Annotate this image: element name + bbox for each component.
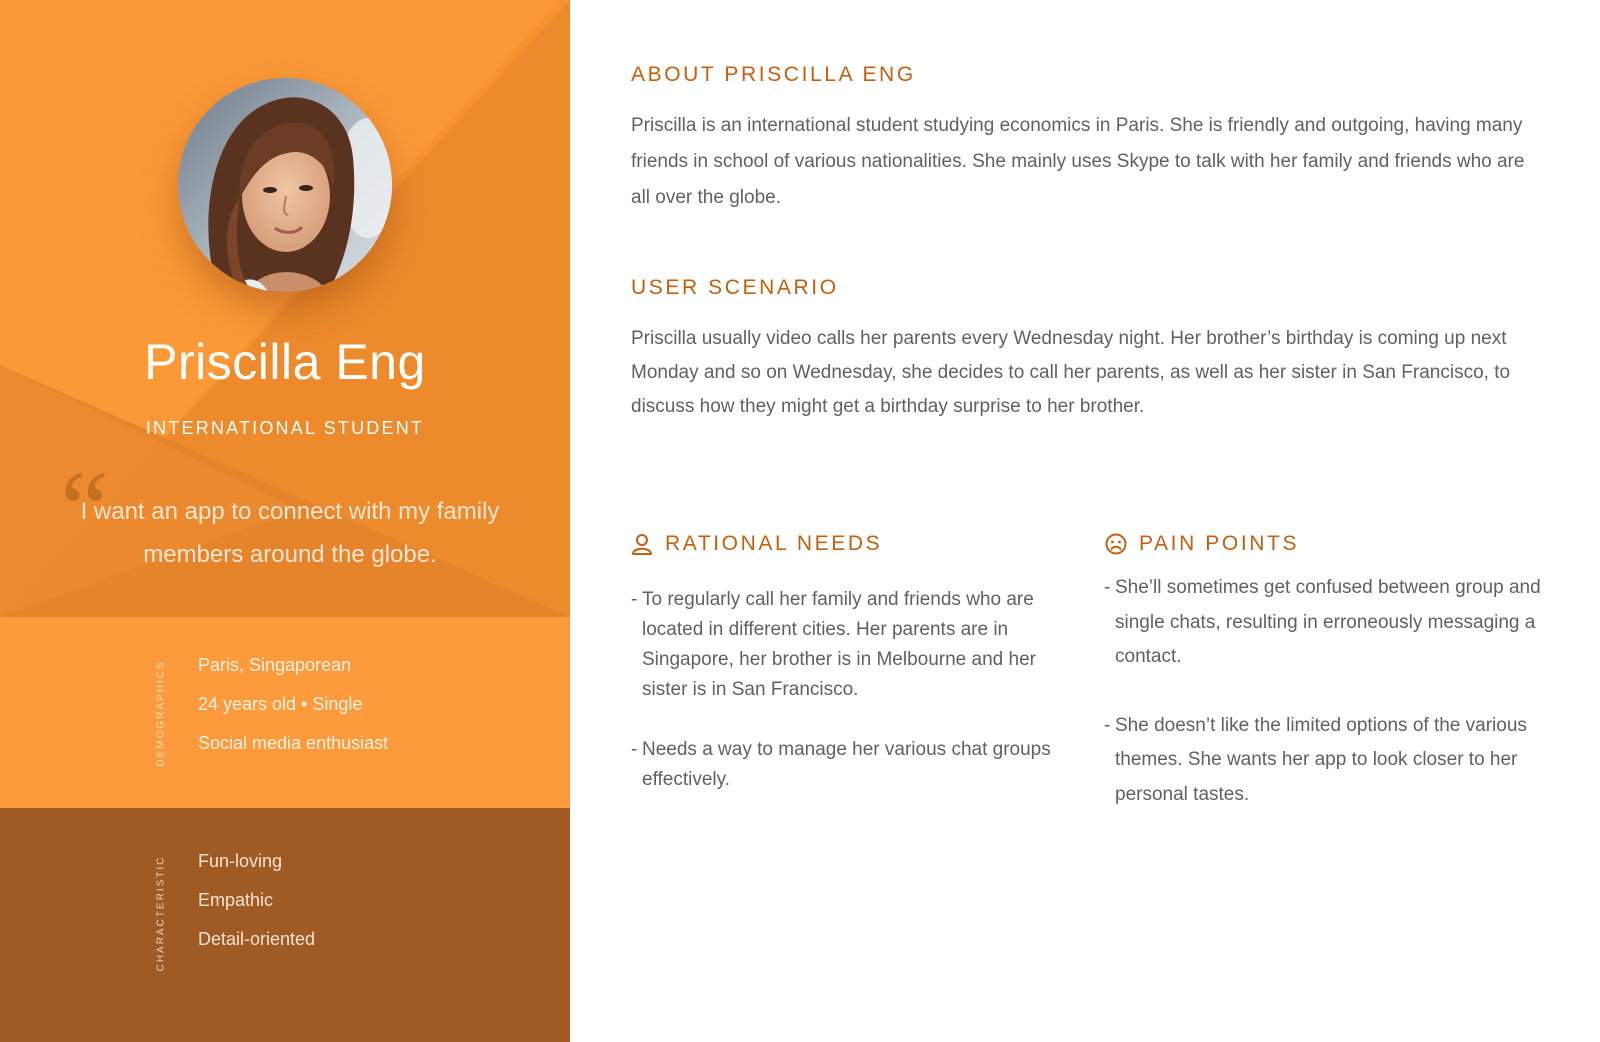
user-icon (631, 533, 653, 555)
persona-quote: I want an app to connect with my family members around the globe. (80, 498, 500, 568)
about-text: Priscilla is an international student studying economics in Paris. She is friendly and outgoing, having many friends in school of various nationalities. She mainly uses Skype to talk with her family and friends who are all over the globe. (631, 115, 1525, 208)
rational-needs-header (631, 531, 882, 557)
list-item: - To regularly call her family and friends who are located in different cities. Her parents are in Singapore, her brother is in Melbourne and her sister is in San Francisco. (631, 585, 1051, 705)
rational-needs-title: RATIONAL NEEDS (665, 532, 883, 555)
persona-hero (0, 0, 570, 617)
about-title: ABOUT PRISCILLA ENG (631, 63, 916, 86)
persona-role: INTERNATIONAL STUDENT (145, 418, 425, 438)
characteristic-section (0, 808, 570, 1042)
demographics-item: Paris, Singaporean (198, 655, 352, 675)
persona-name: Priscilla Eng (144, 334, 426, 390)
demographics-list (198, 646, 388, 763)
list-item: - She doesn’t like the limited options of the various themes. She wants her app to look closer to her personal tastes. (1104, 709, 1554, 813)
rational-needs-list (631, 585, 1051, 795)
persona-sidebar (0, 0, 570, 1042)
characteristic-list (198, 842, 315, 959)
pain-points-list (1104, 571, 1554, 812)
list-item: - Needs a way to manage her various chat groups effectively. (631, 735, 1051, 795)
characteristic-item: Empathic (198, 890, 274, 910)
quote-mark-icon: “ (60, 448, 109, 570)
avatar (178, 78, 392, 292)
scenario-text: Priscilla usually video calls her parents every Wednesday night. Her brother’s birthday is coming up next Monday and so on Wednesday, she decides to call her parents, as well as her sister in San Francisco, to discuss how they might get a birthday surprise to her brother. (631, 328, 1511, 417)
portrait-photo (178, 78, 392, 292)
characteristic-item: Fun-loving (198, 851, 283, 871)
pain-points-title: PAIN POINTS (1139, 532, 1300, 555)
pain-points-header (1105, 531, 1299, 557)
characteristic-item: Detail-oriented (198, 929, 316, 949)
demographics-item: Social media enthusiast (198, 733, 389, 753)
characteristic-label: CHARACTERISTIC (155, 855, 167, 972)
demographics-item: 24 years old • Single (198, 694, 363, 714)
scenario-title: USER SCENARIO (631, 276, 839, 299)
sad-face-icon (1105, 533, 1127, 555)
demographics-label: DEMOGRAPHICS (155, 660, 167, 767)
demographics-section (0, 617, 570, 808)
list-item: - She’ll sometimes get confused between group and single chats, resulting in erroneously messaging a contact. (1104, 571, 1554, 675)
